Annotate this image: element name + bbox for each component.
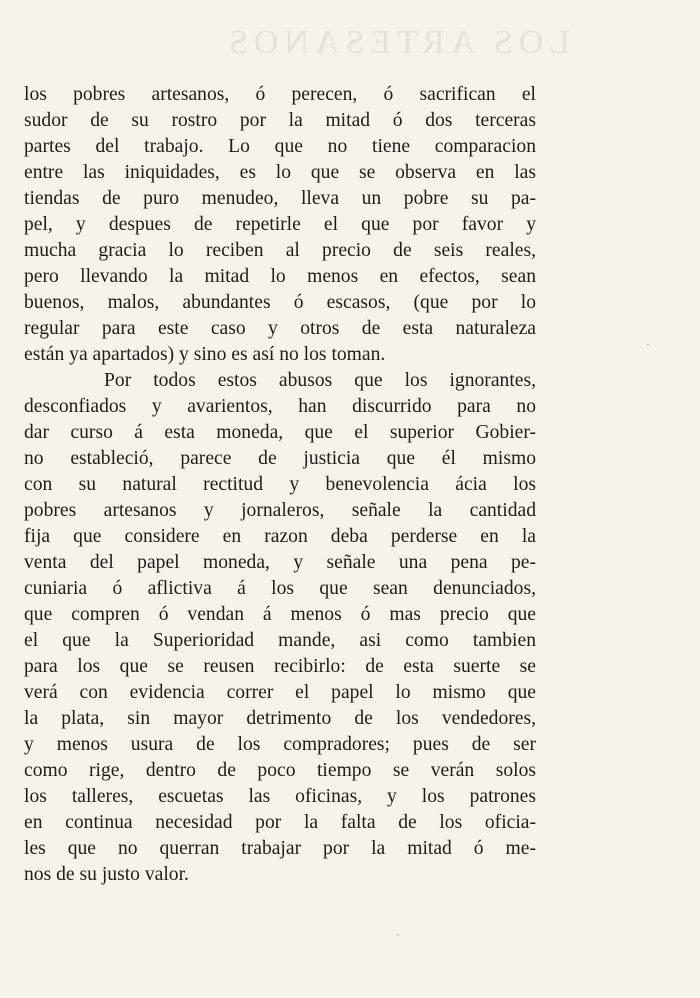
- text-line: en continua necesidad por la falta de los oficia-: [24, 812, 536, 833]
- text-line: no estableció, parece de justicia que él mismo: [24, 448, 536, 469]
- text-line: dar curso á esta moneda, que el superior Gobier-: [24, 422, 536, 443]
- text-line: como rige, dentro de poco tiempo se verán solos: [24, 760, 536, 781]
- text-line: desconfiados y avarientos, han discurrido para no: [24, 396, 536, 417]
- text-line: fija que considere en razon deba perderse en la: [24, 526, 536, 547]
- text-line: cuniaria ó aflictiva á los que sean denunciados,: [24, 578, 536, 599]
- show-through-text: LOS ARTESANOS: [222, 24, 570, 58]
- paragraph-2: [24, 368, 536, 888]
- text-line: Por todos estos abusos que los ignorantes,: [104, 370, 536, 391]
- text-line: verá con evidencia correr el papel lo mismo que: [24, 682, 536, 703]
- text-line: la plata, sin mayor detrimento de los vendedores,: [24, 708, 536, 729]
- text-line: nos de su justo valor.: [24, 864, 189, 885]
- text-line: los talleres, escuetas las oficinas, y los patrones: [24, 786, 536, 807]
- text-line: pero llevando la mitad lo menos en efectos, sean: [24, 266, 536, 287]
- text-line: para los que se reusen recibirlo: de esta suerte se: [24, 656, 536, 677]
- text-line: que compren ó vendan á menos ó mas precio que: [24, 604, 536, 625]
- text-line: pobres artesanos y jornaleros, señale la cantidad: [24, 500, 536, 521]
- text-line: venta del papel moneda, y señale una pena pe-: [24, 552, 536, 573]
- text-line: tiendas de puro menudeo, lleva un pobre su pa-: [24, 188, 536, 209]
- stray-ink-mark: ·: [646, 338, 650, 352]
- paragraph-1: [24, 82, 536, 368]
- body-text: [24, 82, 536, 888]
- text-line: les que no querran trabajar por la mitad ó me-: [24, 838, 536, 859]
- text-line: el que la Superioridad mande, asi como tambien: [24, 630, 536, 651]
- text-line: entre las iniquidades, es lo que se observa en las: [24, 162, 536, 183]
- text-line: con su natural rectitud y benevolencia ácia los: [24, 474, 536, 495]
- text-line: pel, y despues de repetirle el que por favor y: [24, 214, 536, 235]
- text-line: y menos usura de los compradores; pues de ser: [24, 734, 536, 755]
- stray-ink-mark: ·: [396, 928, 400, 942]
- text-line: buenos, malos, abundantes ó escasos, (que por lo: [24, 292, 536, 313]
- text-line: regular para este caso y otros de esta naturaleza: [24, 318, 536, 339]
- text-line: partes del trabajo. Lo que no tiene comparacion: [24, 136, 536, 157]
- text-line: sudor de su rostro por la mitad ó dos terceras: [24, 110, 536, 131]
- text-line: los pobres artesanos, ó perecen, ó sacrifican el: [24, 84, 536, 105]
- text-line: mucha gracia lo reciben al precio de seis reales,: [24, 240, 536, 261]
- text-line: están ya apartados) y sino es así no los toman.: [24, 344, 386, 365]
